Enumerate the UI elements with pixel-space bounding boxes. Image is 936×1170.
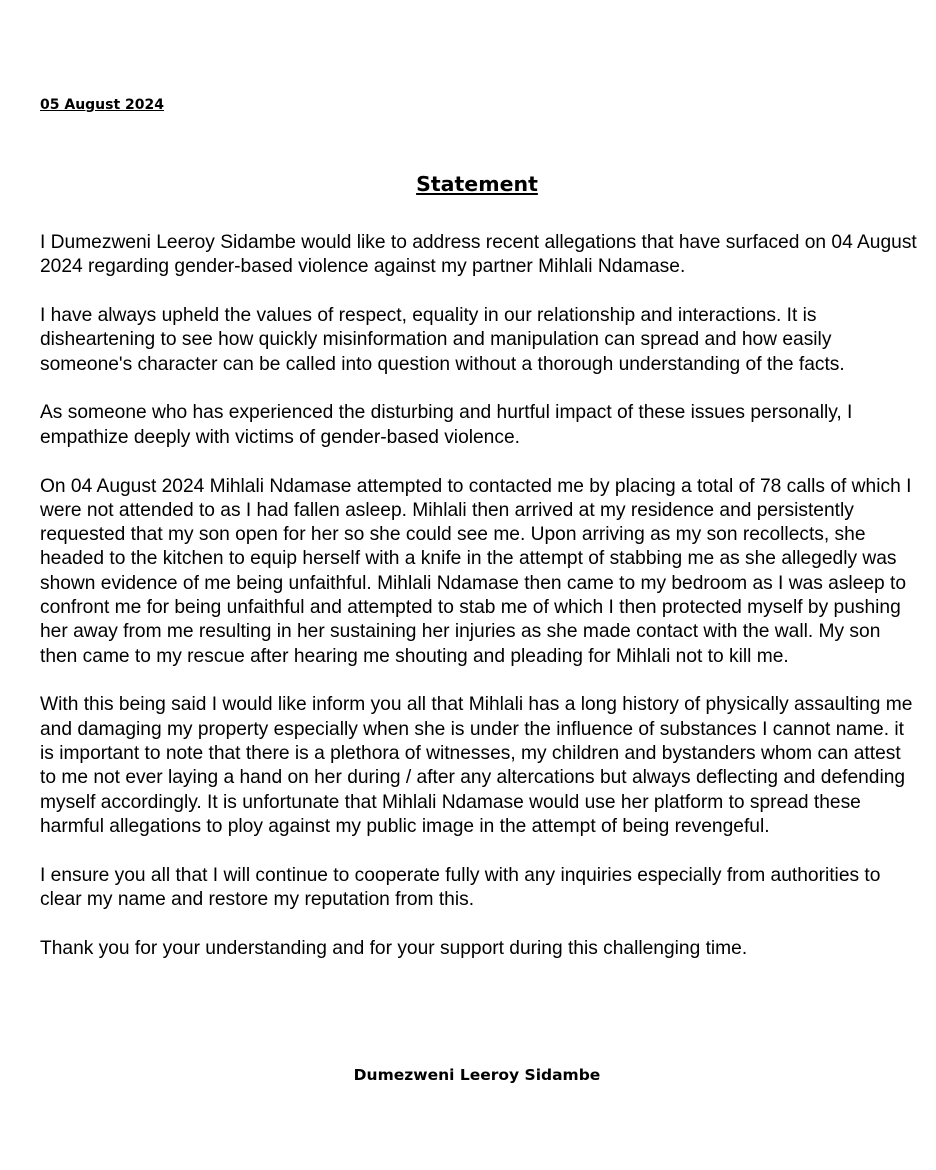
paragraph-history: With this being said I would like inform you all that Mihlali has a long history of physically assaulting me and damaging my property especially when she is under the influence of substances I cannot name. it is important to note that there is a plethora of witnesses, my children and bystanders whom can attest to me not ever laying a hand on her during / after any altercations but always deflecting and defending myself accordingly. It is unfortunate that Mihlali Ndamase would use her platform to spread these harmful allegations to ploy against my public image in the attempt of being revengeful. [40, 694, 913, 837]
paragraph-introduction: I Dumezweni Leeroy Sidambe would like to address recent allegations that have surfaced on 04 August 2024 regarding gender-based violence against my partner Mihlali Ndamase. [40, 232, 917, 278]
paragraph-incident: On 04 August 2024 Mihlali Ndamase attempted to contacted me by placing a total of 78 calls of which I were not attended to as I had fallen asleep. Mihlali then arrived at my residence and persistently requested that my son open for her so she could see me. Upon arriving as my son recollects, she headed to the kitchen to equip herself with a knife in the attempt of stabbing me as she allegedly was shown evidence of me being unfaithful. Mihlali Ndamase then came to my bedroom as I was asleep to confront me for being unfaithful and attempted to stab me of which I then protected myself by pushing her away from me resulting in her sustaining her injuries as she made contact with the wall. My son then came to my rescue after hearing me shouting and pleading for Mihlali not to kill me. [40, 475, 912, 667]
paragraph-values: I have always upheld the values of respect, equality in our relationship and interactions. It is disheartening to see how quickly misinformation and manipulation can spread and how easily someone's character can be called into question without a thorough understanding of the facts. [40, 305, 845, 375]
statement-body [40, 231, 920, 986]
document-date: 05 August 2024 [40, 97, 165, 113]
paragraph-empathy: As someone who has experienced the disturbing and hurtful impact of these issues personally, I empathize deeply with victims of gender-based violence. [40, 402, 853, 448]
paragraph-cooperation: I ensure you all that I will continue to cooperate fully with any inquiries especially from authorities to clear my name and restore my reputation from this. [40, 864, 881, 911]
paragraph-thanks: Thank you for your understanding and for your support during this challenging time. [40, 937, 748, 959]
signature-name: Dumezweni Leeroy Sidambe [353, 1066, 601, 1084]
document-title: Statement [416, 172, 538, 196]
